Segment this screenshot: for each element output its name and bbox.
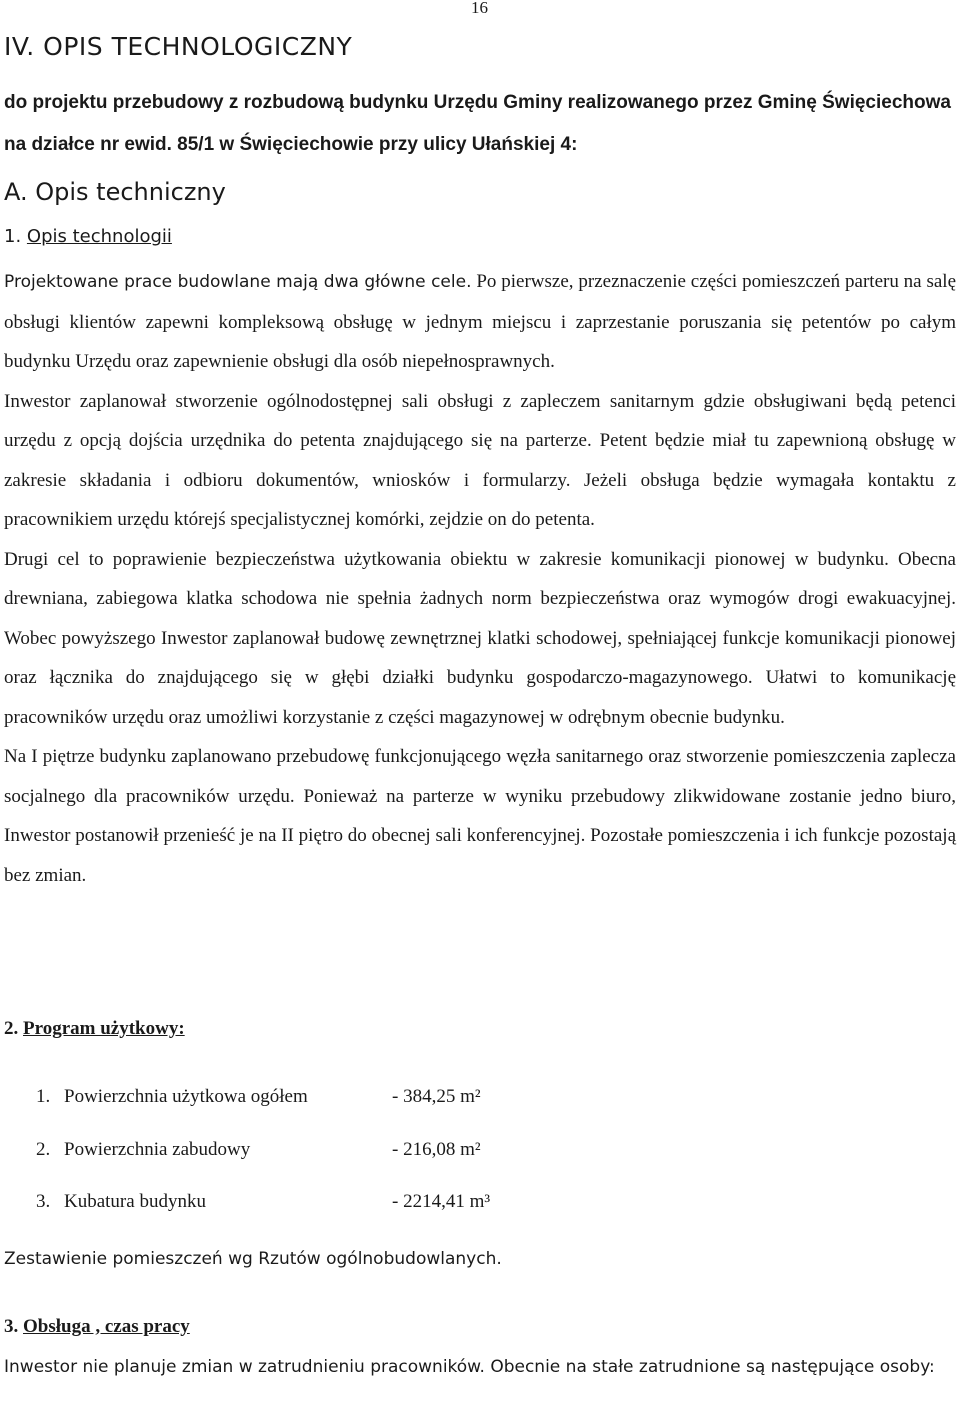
section-3-number: 3. bbox=[4, 1316, 19, 1337]
body-text bbox=[4, 262, 956, 895]
page-title: IV. OPIS TECHNOLOGICZNY bbox=[4, 32, 353, 61]
paragraph-3: Drugi cel to poprawienie bezpieczeństwa użytkowania obiektu w zakresie komunikacji pionowej w budynku. Obecna drewniana, zabiegowa klatka schodowa nie spełnia żadnych norm bezpieczeństwa oraz wymogów drogi ewakuacyjnej. Wobec powyższego Inwestor zaplanował budowę zewnętrznej klatki schodowej, spełniającej funkcje komunikacji pionowej oraz łącznika do znajdującego się w głębi działki budynku gospodarczo-magazynowego. Ułatwi to komunikację pracowników urzędu oraz umożliwi korzystanie z części magazynowej w odrębnym obecnie budynku. bbox=[4, 548, 956, 728]
program-item-label: Powierzchnia zabudowy bbox=[64, 1138, 251, 1160]
program-item-value: - 2214,41 m³ bbox=[392, 1191, 491, 1212]
section-1-heading bbox=[4, 226, 172, 247]
program-item-value: - 384,25 m² bbox=[392, 1086, 481, 1107]
program-item-value: - 216,08 m² bbox=[392, 1138, 481, 1160]
program-item-number: 1. bbox=[36, 1086, 51, 1107]
section-3-title: Obsługa , czas pracy bbox=[23, 1316, 190, 1337]
program-item-number: 3. bbox=[36, 1191, 51, 1212]
paragraph-1-text: Po pierwsze, przeznaczenie części pomieszczeń parteru na salę obsługi klientów zapewni kompleksową obsługę w jednym miejscu i zaprzestanie poruszania się petentów po całym budynku Urzędu oraz zapewnienie obsługi dla osób niepełnosprawnych. bbox=[4, 271, 957, 372]
paragraph-4: Na I piętrze budynku zaplanowano przebudowę funkcjonującego węzła sanitarnego oraz stworzenie pomieszczenia zaplecza socjalnego dla pracowników urzędu. Ponieważ na parterze w wyniku przebudowy zlikwidowane zostanie jedno biuro, Inwestor postanowił przenieść je na II piętro do obecnej sali konferencyjnej. Pozostałe pomieszczenia i ich funkcje pozostają bez zmian. bbox=[4, 746, 956, 886]
page-number: 16 bbox=[471, 0, 488, 17]
section-2-title: Program użytkowy: bbox=[23, 1018, 185, 1039]
program-item-label: Powierzchnia użytkowa ogółem bbox=[64, 1086, 308, 1107]
section-2-heading bbox=[4, 1018, 185, 1040]
rooms-summary-note: Zestawienie pomieszczeń wg Rzutów ogólnobudowlanych. bbox=[4, 1249, 502, 1269]
program-item-number: 2. bbox=[36, 1138, 51, 1160]
paragraph-1 bbox=[4, 262, 956, 382]
document-subtitle: do projektu przebudowy z rozbudową budynku Urzędu Gminy realizowanego przez Gminę Święciechowa na działce nr ewid. 85/1 w Święciechowie przy ulicy Ułańskiej 4: bbox=[4, 92, 951, 155]
intro-sentence: Projektowane prace budowlane mają dwa główne cele. bbox=[4, 272, 472, 292]
program-item-label: Kubatura budynku bbox=[64, 1191, 206, 1212]
section-3-heading bbox=[4, 1316, 190, 1338]
section-a-heading: A. Opis techniczny bbox=[4, 178, 226, 206]
section-1-number: 1. bbox=[4, 226, 22, 247]
section-2-number: 2. bbox=[4, 1018, 19, 1039]
staff-paragraph: Inwestor nie planuje zmian w zatrudnieniu pracowników. Obecnie na stałe zatrudnione są następujące osoby: bbox=[4, 1357, 935, 1377]
paragraph-2: Inwestor zaplanował stworzenie ogólnodostępnej sali obsługi z zapleczem sanitarnym gdzie obsługiwani będą petenci urzędu z opcją dojścia urzędnika do petenta znajdującego się na parterze. Petent będzie miał tu zapewnioną obsługę w zakresie składania i odbioru dokumentów, wniosków i formularzy. Jeżeli obsługa będzie wymagała kontaktu z pracownikiem urzędu którejś specjalistycznej komórki, zejdzie on do petenta. bbox=[4, 390, 956, 530]
section-1-title: Opis technologii bbox=[26, 226, 172, 247]
